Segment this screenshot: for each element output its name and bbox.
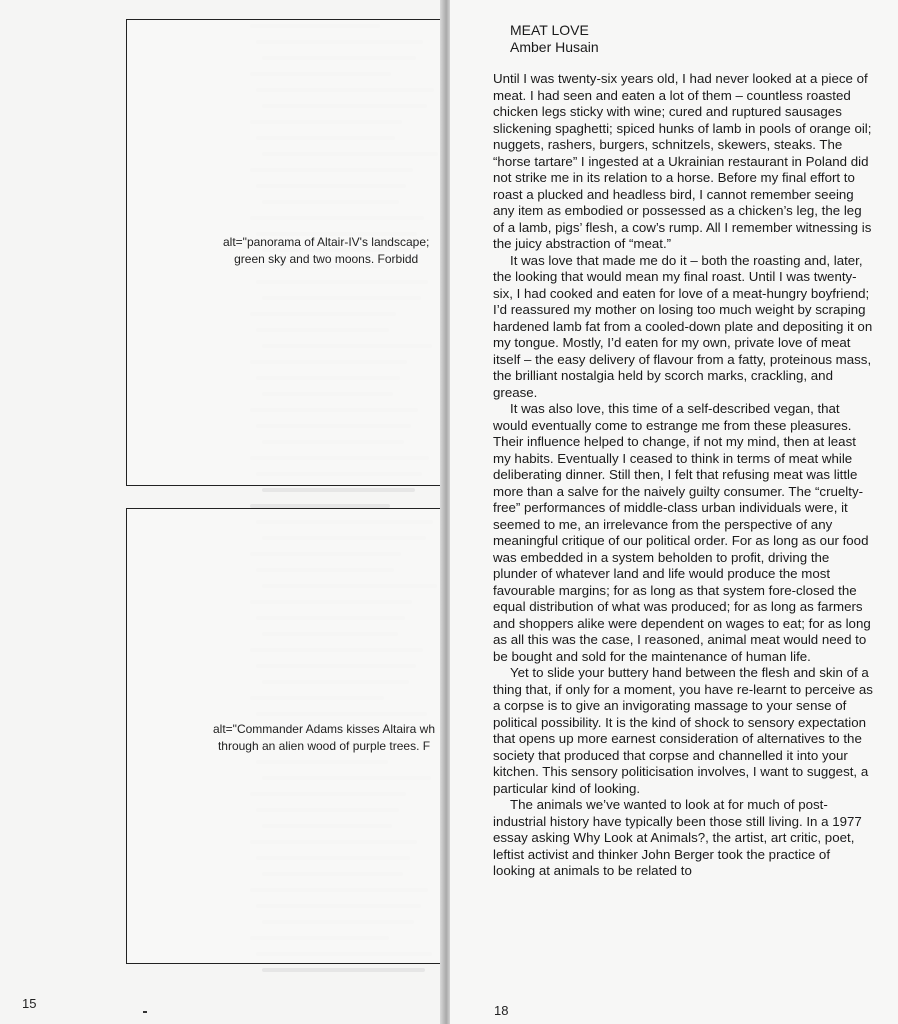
article <box>493 22 875 880</box>
image-placeholder-panorama <box>126 19 446 486</box>
paragraph: Until I was twenty-six years old, I had never looked at a piece of meat. I had seen and eaten a lot of them – countless roasted chicken legs sticky with wine; cured and ruptured sausages slickening spaghetti; spiced hunks of lamb in pools of orange oil; nuggets, rashers, burgers, schnitzels, skewers, steaks. The “horse tartare” I ingested at a Ukrainian restaurant in Poland did not strike me in its relation to a horse. Before my final effort to roast a plucked and headless bird, I cannot remember seeing any item as embodied or possessed as a chicken’s leg, the leg of a lamb, pigs’ flesh, a cow’s rump. All I remember witnessing is the juicy abstraction of “meat.” <box>493 71 872 251</box>
paragraph: Yet to slide your buttery hand between the flesh and skin of a thing that, if only for a moment, you have re-learnt to perceive as a corpse is to give an invigorating massage to your sense of political possibility. It is the kind of shock to sensory expectation that opens up more earnest consideration of alternatives to the society that produced that corpse and channelled it into your kitchen. This sensory politicisation involves, I want to suggest, a particular kind of looking. <box>493 665 873 796</box>
article-author: Amber Husain <box>510 39 599 55</box>
image-alt-text <box>223 234 429 268</box>
right-page <box>450 0 898 1024</box>
alt-text-line: green sky and two moons. Forbidd <box>234 252 419 266</box>
paragraph: The animals we’ve wanted to look at for much of post-industrial history have typically been those still living. In a 1977 essay asking Why Look at Animals?, the artist, art critic, poet, leftist activist and thinker John Berger took the practice of looking at animals to be related to <box>493 797 862 878</box>
image-placeholder-kiss <box>126 508 446 964</box>
show-through-line <box>262 488 415 492</box>
page-number: 18 <box>494 1003 509 1018</box>
paragraph: It was also love, this time of a self-described vegan, that would eventually come to estrange me from these pleasures. Their influence helped to change, if not my mind, then at least my habits. Eventually I ceased to think in terms of meat while deliberating dinner. Still then, I felt that refusing meat was little more than a salve for the naively guilty consumer. The “cruelty-free” performances of middle-class urban individuals were, it seemed to me, an irrelevance from the perspective of any meaningful critique of our political order. For as long as our food was embedded in a system beholden to profit, driving the plunder of whatever land and life would produce the most favourable margins; for as long as that system fore-closed the equal distribution of what was produced; for as long as farmers and shoppers alike were dependent on wages to eat; for as long as all this was the case, I reasoned, animal meat would need to be bought and sold for the maintenance of human life. <box>493 401 871 664</box>
show-through-line <box>262 968 425 972</box>
alt-text-line: alt="Commander Adams kisses Altaira wh <box>213 722 436 736</box>
alt-text-line: through an alien wood of purple trees. F <box>217 739 431 753</box>
paragraph: It was love that made me do it – both the roasting and, later, the looking that would mean my final roast. Until I was twenty-six, I had cooked and eaten for love of a meat-hungry boyfriend; I’d reassured my mother on losing too much weight by scraping hardened lamb fat from a cooled-down plate and depositing it on my tongue. Mostly, I’d eaten for my own, private love of meat itself – the easy delivery of flavour from a fatty, proteinous mass, the brilliant nostalgia held by scorch marks, crackling, and grease. <box>493 252 873 400</box>
page-number: 15 <box>22 996 37 1011</box>
article-title: MEAT LOVE <box>510 22 589 38</box>
print-mark <box>143 1011 147 1013</box>
left-page <box>0 0 446 1024</box>
image-alt-text <box>213 721 435 755</box>
alt-text-line: alt="panorama of Altair-IV's landscape; <box>223 235 430 249</box>
